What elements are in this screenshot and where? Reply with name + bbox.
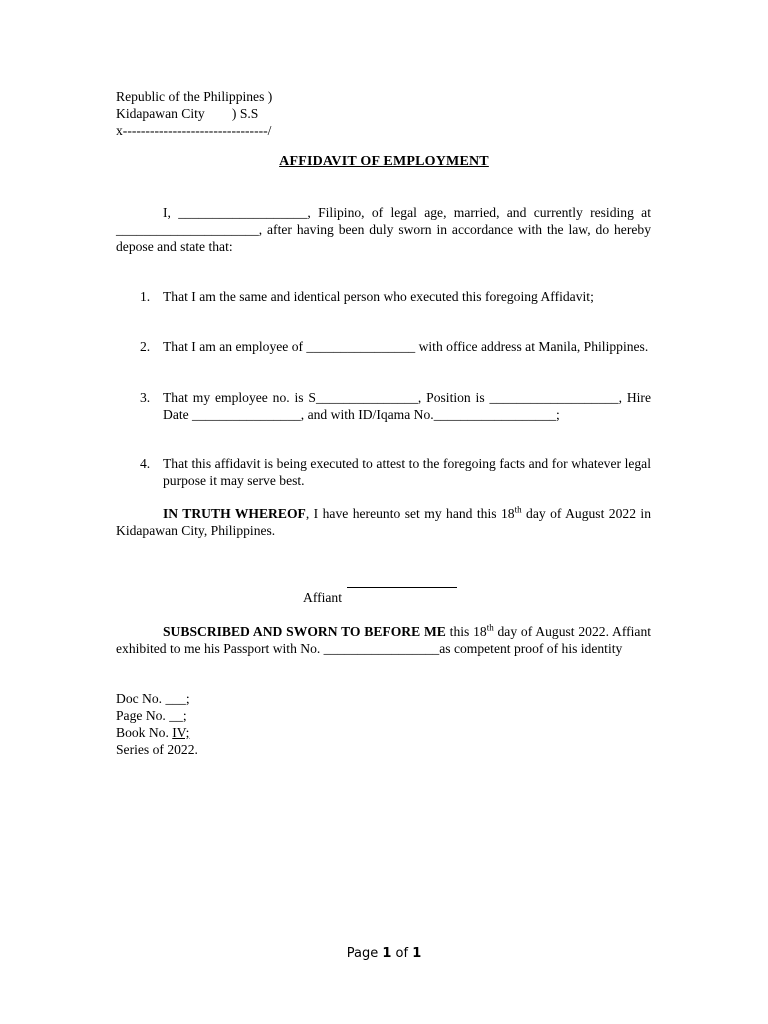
- list-item: [116, 288, 651, 305]
- header-city: Kidapawan City ) S.S: [116, 106, 259, 121]
- footer-total-pages: 1: [412, 946, 422, 961]
- intro-part3: , after having been duly sworn in accordance with the law, do hereby depose and state that:: [116, 222, 651, 254]
- sworn-part1: this 18: [445, 624, 487, 639]
- notary-doc-no: Doc No. ___;: [116, 691, 190, 706]
- list-item: [116, 338, 651, 355]
- header-republic: Republic of the Philippines ): [116, 89, 273, 104]
- notary-page-no: Page No. __;: [116, 708, 187, 723]
- footer-of-word: of: [391, 946, 413, 961]
- truth-heading: IN TRUTH WHEREOF: [163, 506, 306, 521]
- affiant-label: Affiant: [303, 590, 343, 605]
- document-title: AFFIDAVIT OF EMPLOYMENT: [279, 154, 489, 169]
- list-item: [116, 389, 651, 423]
- truth-whereof-paragraph: [116, 505, 651, 539]
- signature-line: [347, 587, 457, 588]
- sworn-heading: SUBSCRIBED AND SWORN TO BEFORE ME: [163, 624, 446, 639]
- truth-part2: day of August 2022 in Kidapawan City, Philippines.: [116, 506, 651, 538]
- notary-book-value: IV;: [172, 725, 190, 740]
- footer-current-page: 1: [382, 946, 392, 961]
- list-item-text: That my employee no. is S_______________, Position is ___________________, Hire Date ________________, and with ID/Iqama No.__________________;: [163, 390, 651, 422]
- notary-book-prefix: Book No.: [116, 725, 173, 740]
- header-separator: x--------------------------------/: [116, 123, 272, 138]
- list-item-number: 4.: [140, 456, 151, 471]
- list-item: [116, 455, 651, 489]
- footer-page-word: Page: [346, 946, 383, 961]
- blank-name: ___________________: [178, 205, 308, 220]
- page-footer: [0, 946, 768, 961]
- sworn-paragraph: [116, 623, 651, 657]
- truth-part1: , I have hereunto set my hand this 18: [305, 506, 515, 521]
- truth-ordinal: th: [514, 504, 522, 515]
- blank-address: _____________________: [116, 222, 259, 237]
- notary-series: Series of 2022.: [116, 742, 198, 757]
- sworn-part2: day of August 2022. Affiant exhibited to me his Passport with No. _________________as competent proof of his identity: [116, 624, 652, 656]
- intro-part2: , Filipino, of legal age, married, and currently residing at: [307, 205, 651, 220]
- intro-paragraph: [116, 204, 651, 255]
- intro-part1: I,: [163, 205, 179, 220]
- list-item-text: That I am the same and identical person who executed this foregoing Affidavit;: [163, 289, 594, 304]
- sworn-ordinal: th: [486, 622, 494, 633]
- notary-book-no: [116, 724, 189, 741]
- list-item-text: That this affidavit is being executed to attest to the foregoing facts and for whatever legal purpose it may serve best.: [163, 456, 651, 488]
- list-item-text: That I am an employee of ________________ with office address at Manila, Philippines.: [163, 339, 649, 354]
- list-item-number: 2.: [140, 339, 151, 354]
- list-item-number: 1.: [140, 289, 151, 304]
- list-item-number: 3.: [140, 390, 151, 405]
